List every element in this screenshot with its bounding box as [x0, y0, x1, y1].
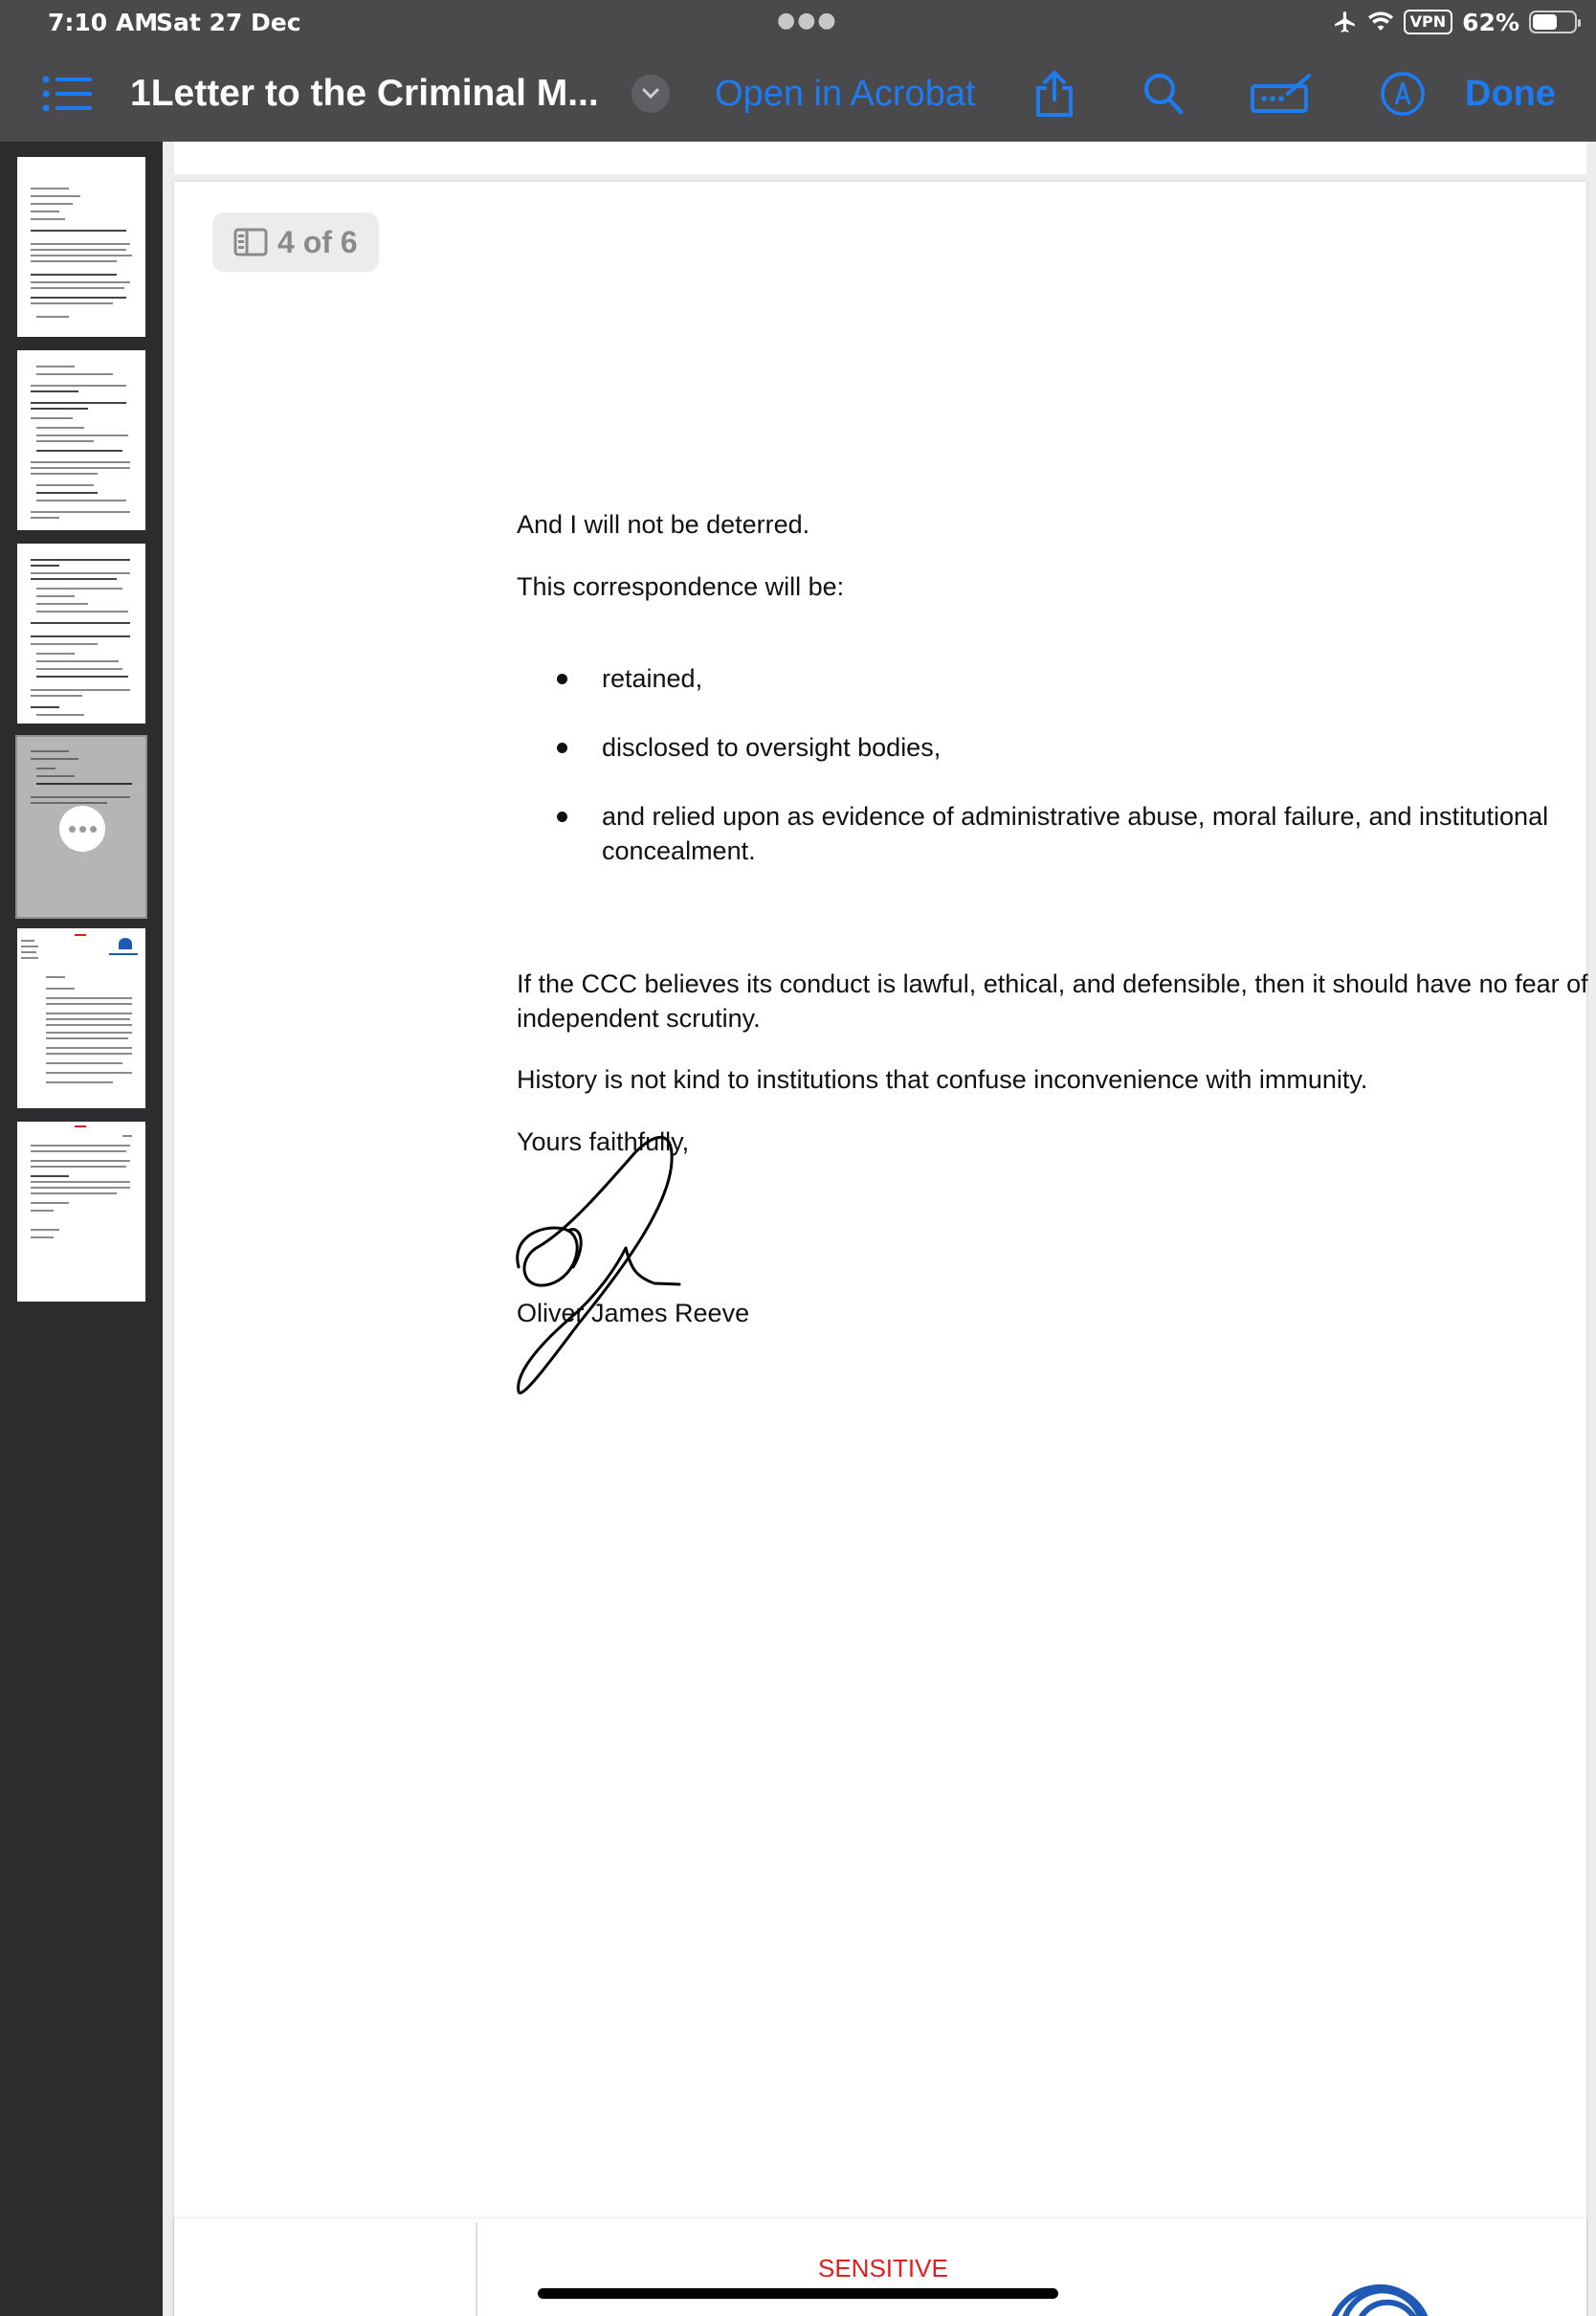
- document-viewer[interactable]: [163, 142, 1596, 2316]
- vpn-badge: VPN: [1404, 10, 1453, 34]
- page-thumbnail[interactable]: [17, 157, 145, 337]
- closing-line: Yours faithfully,: [517, 1127, 690, 1156]
- status-bar: [0, 0, 1596, 46]
- battery-icon: [1529, 11, 1577, 33]
- list-icon[interactable]: [42, 46, 92, 142]
- page-thumbnail-selected[interactable]: [15, 735, 147, 919]
- page-thumbnail[interactable]: [17, 350, 145, 530]
- document-paragraph: History is not kind to institutions that confuse inconvenience with immunity.: [517, 1065, 1368, 1094]
- share-icon[interactable]: [1033, 46, 1075, 142]
- page-thumbnail-sidebar: [0, 142, 163, 2316]
- bullet-item: disclosed to oversight bodies,: [602, 733, 942, 762]
- title-menu-button[interactable]: [632, 46, 670, 142]
- multitasking-dots-icon[interactable]: ●●●: [777, 9, 838, 33]
- chevron-down-icon: [632, 75, 670, 113]
- document-paragraph: If the CCC believes its conduct is lawful, ethical, and defensible, then it should have no fear of independent scrutiny.: [517, 969, 1588, 1033]
- page-thumbnail[interactable]: [17, 928, 145, 1108]
- toolbar: [0, 46, 1596, 142]
- page-thumbnail[interactable]: [17, 1122, 145, 1302]
- document-line: This correspondence will be:: [517, 572, 845, 601]
- document-line: And I will not be deterred.: [517, 510, 810, 539]
- form-fill-icon[interactable]: [1250, 46, 1313, 142]
- search-icon[interactable]: [1142, 46, 1185, 142]
- open-in-acrobat-button[interactable]: Open in Acrobat: [715, 73, 976, 114]
- page-indicator[interactable]: [212, 212, 379, 272]
- sensitive-label: SENSITIVE: [818, 2254, 948, 2283]
- page-thumbnail[interactable]: [17, 544, 145, 724]
- logo-icon: [1320, 2280, 1435, 2316]
- home-indicator[interactable]: [538, 2288, 1058, 2299]
- markup-pen-icon[interactable]: [1380, 46, 1426, 142]
- handwritten-signature: [511, 1133, 741, 1420]
- signatory-name: Oliver James Reeve: [517, 1299, 750, 1327]
- wifi-icon: [1367, 11, 1394, 33]
- pdf-page: [174, 182, 1586, 2316]
- done-button[interactable]: Done: [1465, 73, 1556, 114]
- airplane-icon: [1333, 10, 1358, 34]
- status-indicators: [1333, 8, 1577, 36]
- bullet-item: retained,: [602, 664, 703, 693]
- battery-percent: 62%: [1462, 8, 1519, 36]
- more-options-icon[interactable]: [59, 806, 105, 852]
- page-divider: [476, 2222, 477, 2316]
- previous-page-edge: [174, 142, 1586, 174]
- status-time: 7:10 AM: [48, 9, 159, 36]
- bullet-icon: [557, 661, 576, 696]
- document-title[interactable]: 1Letter to the Criminal M...: [130, 73, 599, 114]
- bullet-icon: [557, 730, 576, 765]
- status-date: Sat 27 Dec: [156, 9, 301, 36]
- page-sidebar-icon: [233, 228, 268, 256]
- bullet-icon: [557, 799, 576, 834]
- bullet-item: and relied upon as evidence of administrative abuse, moral failure, and institutional concealment.: [602, 802, 1549, 865]
- page-indicator-label: 4 of 6: [277, 224, 358, 259]
